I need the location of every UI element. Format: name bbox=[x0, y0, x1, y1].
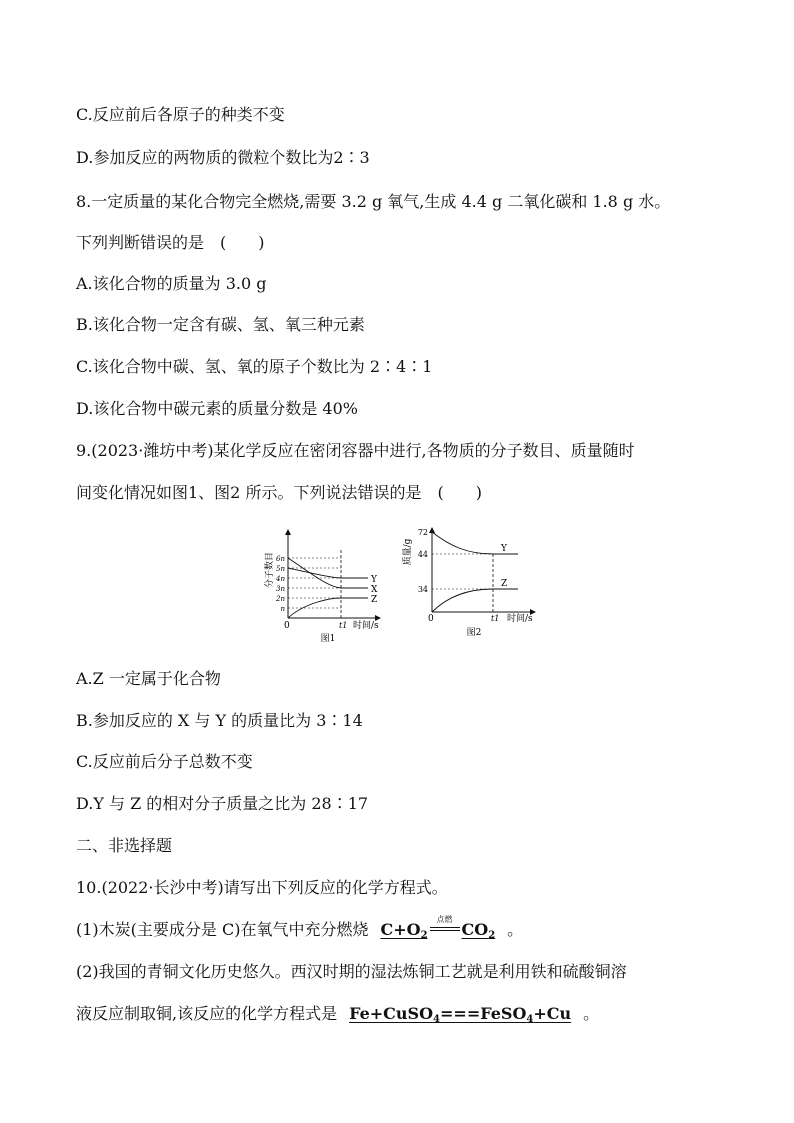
q10-part2-sub2: 4 bbox=[526, 1014, 534, 1025]
q9-option-b: B.参加反应的 X 与 Y 的质量比为 3∶14 bbox=[76, 711, 363, 730]
q7-option-c: C.反应前后各原子的种类不变 bbox=[76, 105, 285, 124]
fig1-ytick-n: n bbox=[280, 605, 285, 613]
fig2-ytick-44: 44 bbox=[417, 550, 428, 559]
q10-part2-ans-a: Fe+CuSO bbox=[349, 1004, 434, 1023]
fig2-x-origin: 0 bbox=[428, 614, 434, 624]
fig2-series-Z bbox=[432, 589, 518, 612]
q10-part1 bbox=[76, 915, 524, 946]
q10-part1-ans-left: C+O bbox=[380, 920, 421, 939]
q10-part1-sub2: 2 bbox=[488, 930, 496, 941]
q10-part2-ans-c: +Cu bbox=[533, 1004, 572, 1023]
q8-stem-line1: 8.一定质量的某化合物完全燃烧,需要 3.2 g 氧气,生成 4.4 g 二氧化碳和 1.8 g 水。 bbox=[76, 192, 671, 211]
fig1-ytick-2n: 2n bbox=[276, 595, 285, 603]
q10-stem: 10.(2022·长沙中考)请写出下列反应的化学方程式。 bbox=[76, 878, 448, 897]
q9-option-d: D.Y 与 Z 的相对分子质量之比为 28∶17 bbox=[76, 794, 369, 813]
fig1-xlabel: 时间/s bbox=[353, 621, 379, 631]
figure-1 bbox=[263, 530, 380, 644]
q9-option-c: C.反应前后分子总数不变 bbox=[76, 752, 253, 771]
q10-part2-end: 。 bbox=[583, 1004, 600, 1023]
fig1-ylabel: 分子数目 bbox=[265, 551, 275, 589]
q10-part1-answer bbox=[368, 915, 507, 941]
q10-part2-ans-b: ===FeSO bbox=[440, 1004, 527, 1023]
q9-stem-line1: 9.(2023·潍坊中考)某化学反应在密闭容器中进行,各物质的分子数目、质量随时 bbox=[76, 441, 635, 460]
fig1-label-Y: Y bbox=[371, 575, 377, 585]
reaction-condition-text: 点燃 bbox=[436, 915, 453, 924]
fig1-ytick-6n: 6n bbox=[276, 555, 285, 563]
reaction-condition bbox=[428, 915, 462, 940]
fig2-title: 图2 bbox=[466, 628, 482, 638]
q10-part1-text: (1)木炭(主要成分是 C)在氧气中充分燃烧 bbox=[76, 920, 369, 939]
q10-part1-sub1: 2 bbox=[420, 930, 428, 941]
fig2-ytick-72: 72 bbox=[417, 528, 428, 537]
fig2-xlabel: 时间/s bbox=[507, 614, 533, 624]
figure-2 bbox=[401, 528, 535, 638]
fig1-series-Y bbox=[288, 568, 368, 578]
q8-option-b: B.该化合物一定含有碳、氢、氧三种元素 bbox=[76, 315, 365, 334]
fig1-label-X: X bbox=[371, 585, 378, 595]
fig2-label-Z: Z bbox=[501, 579, 508, 589]
fig2-ytick-34: 34 bbox=[417, 585, 428, 594]
q9-option-a: A.Z 一定属于化合物 bbox=[76, 669, 221, 688]
q9-figures-svg bbox=[250, 522, 550, 646]
q10-part2-text: 液反应制取铜,该反应的化学方程式是 bbox=[76, 1004, 338, 1023]
q10-part2-line2 bbox=[76, 1004, 599, 1030]
fig1-series-X bbox=[288, 558, 368, 588]
q8-option-d: D.该化合物中碳元素的质量分数是 40% bbox=[76, 399, 358, 418]
fig1-label-Z: Z bbox=[371, 595, 378, 605]
fig2-label-Y: Y bbox=[501, 544, 507, 554]
fig2-x-t1: t1 bbox=[491, 614, 500, 623]
q10-part1-end: 。 bbox=[507, 920, 524, 939]
q8-option-c: C.该化合物中碳、氢、氧的原子个数比为 2∶4∶1 bbox=[76, 357, 433, 376]
q10-part2-answer bbox=[337, 1004, 583, 1023]
fig1-x-t1: t1 bbox=[339, 621, 348, 630]
q8-option-a: A.该化合物的质量为 3.0 g bbox=[76, 274, 267, 293]
fig2-ylabel: 质量/g bbox=[403, 538, 413, 566]
fig1-x-origin: 0 bbox=[284, 621, 290, 631]
fig1-title: 图1 bbox=[320, 634, 336, 644]
q7-option-d: D.参加反应的两物质的微粒个数比为2∶3 bbox=[76, 148, 370, 167]
section-title: 二、非选择题 bbox=[76, 836, 173, 855]
fig1-ytick-5n: 5n bbox=[276, 565, 285, 573]
q9-figures bbox=[250, 522, 550, 646]
q10-part2-line1: (2)我国的青铜文化历史悠久。西汉时期的湿法炼铜工艺就是利用铁和硫酸铜溶 bbox=[76, 962, 627, 981]
q8-stem-line2: 下列判断错误的是 ( ) bbox=[76, 233, 265, 252]
q9-stem-line2: 间变化情况如图1、图2 所示。下列说法错误的是 ( ) bbox=[76, 483, 482, 502]
q10-part2-sub1: 4 bbox=[433, 1014, 440, 1025]
fig1-ytick-4n: 4n bbox=[276, 575, 285, 583]
q10-part1-ans-right: CO bbox=[461, 920, 489, 939]
fig1-ytick-3n: 3n bbox=[276, 585, 285, 593]
